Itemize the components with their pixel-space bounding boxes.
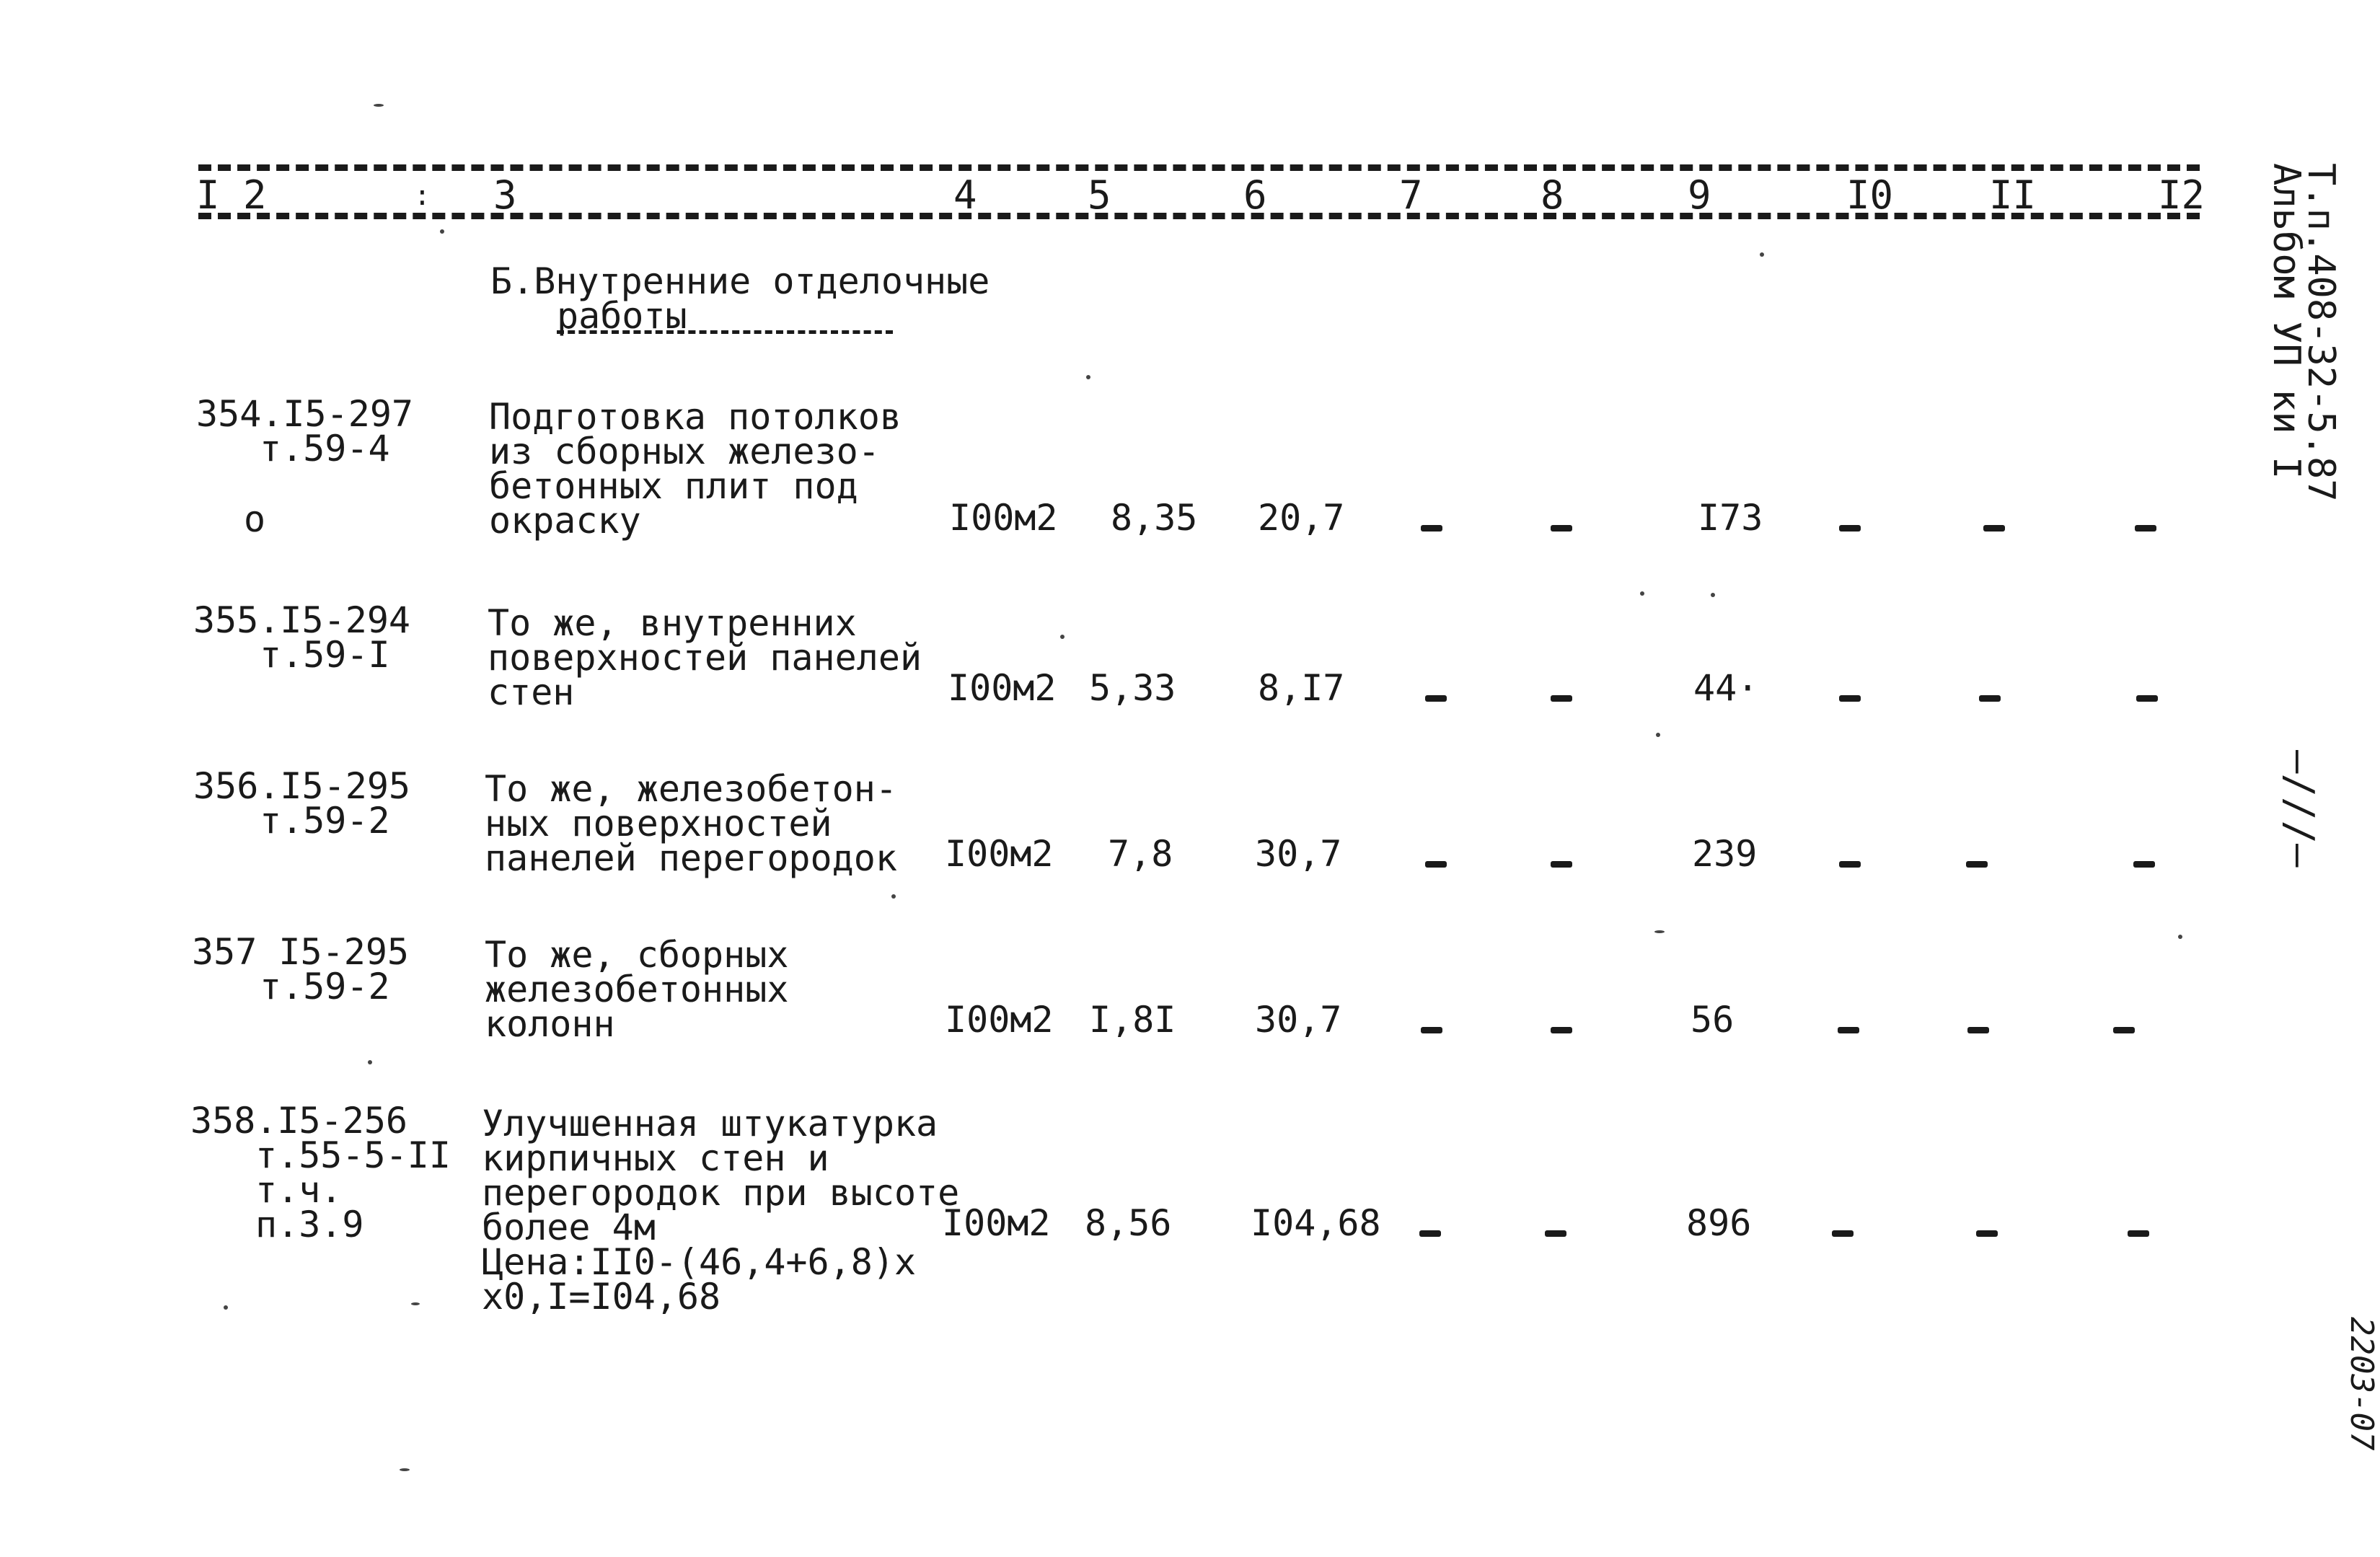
row-name-line: кирпичных стен и <box>482 1137 829 1179</box>
row-col6-value: 30,7 <box>1255 999 1342 1041</box>
col-header-4: 4 <box>953 172 977 218</box>
scan-speck <box>368 1060 372 1064</box>
row-name-line: Цена:II0-(46,4+6,8)х <box>482 1241 917 1283</box>
col-header-3: 3 <box>493 172 517 218</box>
row-norm-ref: т.59-4 <box>260 428 390 469</box>
row-norm-ref: т.ч. <box>255 1169 343 1211</box>
row-name-line: окраску <box>489 500 641 542</box>
row-col6-value: 30,7 <box>1255 833 1342 875</box>
col-header-1-2: I 2 <box>196 172 267 218</box>
side-reference-line1: Т.п.408-32-5.87 <box>2299 163 2342 502</box>
row-name-line: То же, железобетон- <box>485 768 897 810</box>
scan-speck <box>1654 930 1665 933</box>
row-col8-dash <box>1545 1230 1566 1237</box>
row-col7-dash <box>1425 695 1447 702</box>
row-col9-value: 239 <box>1692 833 1758 875</box>
scan-speck <box>2178 935 2182 939</box>
row-col5-value: 5,33 <box>1089 667 1176 709</box>
scan-speck <box>1640 591 1644 596</box>
row-col11-dash <box>1983 525 2005 532</box>
section-title-line2: работы <box>557 295 687 337</box>
row-col7-dash <box>1421 1027 1442 1033</box>
row-name-line: х0,I=I04,68 <box>482 1276 721 1318</box>
row-number-code: 358.I5-256 <box>190 1100 408 1142</box>
col-header-separator: : <box>414 180 431 211</box>
col-header-6: 6 <box>1243 172 1267 218</box>
row-col8-dash <box>1551 861 1572 868</box>
row-col6-value: I04,68 <box>1251 1202 1381 1244</box>
row-name-line: железобетонных <box>485 969 789 1010</box>
side-reference-line2: Альбом УП ки I <box>2265 163 2308 480</box>
row-name-line: перегородок при высоте <box>482 1172 960 1214</box>
row-name-line: бетонных плит под <box>489 465 858 507</box>
row-name-line: более 4м <box>482 1207 656 1248</box>
scan-speck <box>1656 733 1660 737</box>
row-norm-ref: п.3.9 <box>255 1204 364 1245</box>
row-number-code: 355.I5-294 <box>193 599 411 641</box>
row-name-line: колонн <box>485 1003 615 1045</box>
row-norm-ref: т.59-I <box>260 634 390 676</box>
row-col11-dash <box>1967 1027 1989 1033</box>
row-norm-ref: т.55-5-II <box>255 1134 451 1176</box>
scan-speck <box>374 104 384 107</box>
scan-speck <box>440 229 444 234</box>
row-col11-dash <box>1966 861 1988 868</box>
row-col10-dash <box>1839 525 1861 532</box>
row-name-line: панелей перегородок <box>485 837 897 879</box>
row-name-line: То же, сборных <box>485 934 789 976</box>
header-top-rule <box>198 164 2200 171</box>
row-col11-dash <box>1976 1230 1998 1237</box>
section-title-line1: Б.Внутренние отделочные <box>490 260 990 302</box>
scan-speck <box>224 1305 228 1310</box>
row-col9-value: 896 <box>1686 1202 1752 1244</box>
row-name-line: ных поверхностей <box>485 803 832 844</box>
row-name-line: То же, внутренних <box>488 602 857 644</box>
row-col6-value: 8,I7 <box>1258 667 1345 709</box>
scan-speck <box>1086 375 1090 379</box>
scan-speck <box>1711 593 1715 597</box>
row-unit: I00м2 <box>945 999 1054 1041</box>
row-col5-value: 7,8 <box>1108 833 1173 875</box>
col-header-5: 5 <box>1088 172 1111 218</box>
row-name-line: Подготовка потолков <box>489 396 902 438</box>
row-norm-ref: т.59-2 <box>260 800 390 842</box>
row-col12-dash <box>2128 1230 2149 1237</box>
row-unit: I00м2 <box>945 833 1054 875</box>
row-col5-value: 8,56 <box>1085 1202 1172 1244</box>
row-col6-value: 20,7 <box>1258 497 1345 539</box>
row-col10-dash <box>1838 1027 1859 1033</box>
scan-speck <box>1760 252 1764 257</box>
row-col7-dash <box>1421 525 1442 532</box>
col-header-7: 7 <box>1399 172 1423 218</box>
row-col8-dash <box>1551 1027 1572 1033</box>
row-number-code: 356.I5-295 <box>193 765 411 807</box>
row-col12-dash <box>2113 1027 2135 1033</box>
row-name-line: Улучшенная штукатурка <box>482 1103 938 1144</box>
page-mark: —///— <box>2277 750 2322 868</box>
row-col8-dash <box>1551 695 1572 702</box>
row-name-line: из сборных железо- <box>489 431 880 472</box>
col-header-12: I2 <box>2158 172 2205 218</box>
row-unit: I00м2 <box>942 1202 1051 1244</box>
bottom-code: 2203-07 <box>2343 1317 2380 1451</box>
row-col5-value: I,8I <box>1089 999 1176 1041</box>
row-col9-value: 56 <box>1691 999 1735 1041</box>
row-col10-dash <box>1839 695 1861 702</box>
scan-speck <box>891 894 896 899</box>
row-unit: I00м2 <box>949 497 1058 539</box>
row-number-code: 357 I5-295 <box>192 931 410 973</box>
row-col10-dash <box>1832 1230 1854 1237</box>
scan-speck <box>1060 635 1065 639</box>
row-note-mark: о <box>244 498 266 540</box>
row-col10-dash <box>1839 861 1861 868</box>
row-col11-dash <box>1979 695 2001 702</box>
row-col12-dash <box>2135 525 2156 532</box>
row-col12-dash <box>2136 695 2158 702</box>
row-norm-ref: т.59-2 <box>260 966 390 1007</box>
row-col8-dash <box>1551 525 1572 532</box>
row-col5-value: 8,35 <box>1111 497 1198 539</box>
scan-speck <box>411 1302 420 1305</box>
section-title-underline <box>557 330 893 334</box>
row-col9-value: 44· <box>1693 667 1759 709</box>
col-header-9: 9 <box>1688 172 1711 218</box>
row-col12-dash <box>2133 861 2155 868</box>
row-col9-value: I73 <box>1698 497 1763 539</box>
row-unit: I00м2 <box>948 667 1057 709</box>
row-col7-dash <box>1425 861 1447 868</box>
row-name-line: стен <box>488 671 575 713</box>
row-number-code: 354.I5-297 <box>196 393 414 435</box>
col-header-11: II <box>1989 172 2037 218</box>
col-header-10: I0 <box>1846 172 1894 218</box>
col-header-8: 8 <box>1541 172 1564 218</box>
row-name-line: поверхностей панелей <box>488 637 922 679</box>
scan-speck <box>400 1468 410 1471</box>
row-col7-dash <box>1419 1230 1441 1237</box>
